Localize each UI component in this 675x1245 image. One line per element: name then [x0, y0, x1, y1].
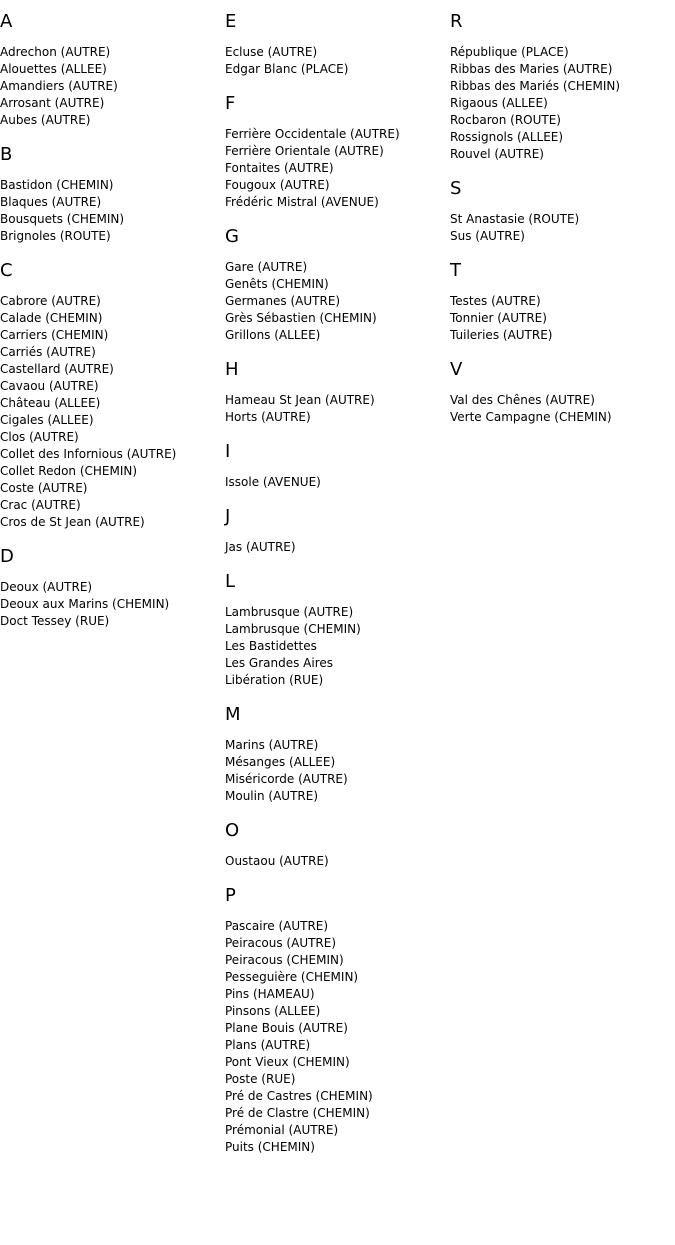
- street-item: Deoux aux Marins (CHEMIN): [0, 597, 170, 611]
- street-item: Grès Sébastien (CHEMIN): [225, 311, 377, 325]
- letter-group: [225, 442, 445, 491]
- street-list: [225, 853, 445, 870]
- letter-heading: A: [0, 11, 13, 32]
- letter-heading: F: [225, 93, 236, 114]
- letter-heading: I: [225, 441, 231, 462]
- street-item: Collet des Infornious (AUTRE): [0, 447, 177, 461]
- street-item: Ferrière Orientale (AUTRE): [225, 144, 384, 158]
- street-list: [0, 579, 220, 630]
- letter-group: [225, 507, 445, 556]
- letter-heading: L: [225, 571, 236, 592]
- letter-group: [0, 12, 220, 129]
- letter-heading: H: [225, 359, 239, 380]
- street-item: Crac (AUTRE): [0, 498, 81, 512]
- street-item: Pont Vieux (CHEMIN): [225, 1055, 350, 1069]
- street-item: Castellard (AUTRE): [0, 362, 114, 376]
- street-item: Verte Campagne (CHEMIN): [450, 410, 612, 424]
- street-item: Peiracous (CHEMIN): [225, 953, 344, 967]
- letter-heading: P: [225, 885, 236, 906]
- street-item: Fougoux (AUTRE): [225, 178, 330, 192]
- letter-group: [225, 360, 445, 426]
- letter-heading: O: [225, 820, 240, 841]
- street-item: Lambrusque (AUTRE): [225, 605, 354, 619]
- street-item: Château (ALLEE): [0, 396, 101, 410]
- street-list: [0, 293, 220, 531]
- street-item: Miséricorde (AUTRE): [225, 772, 348, 786]
- street-list: [450, 44, 670, 163]
- letter-group: [225, 705, 445, 805]
- street-item: Hameau St Jean (AUTRE): [225, 393, 375, 407]
- street-list: [225, 259, 445, 344]
- street-list: [225, 474, 445, 491]
- street-item: Cros de St Jean (AUTRE): [0, 515, 145, 529]
- street-item: Carriers (CHEMIN): [0, 328, 109, 342]
- letter-group: [450, 261, 670, 344]
- street-item: Frédéric Mistral (AVENUE): [225, 195, 379, 209]
- street-list: [0, 44, 220, 129]
- street-item: Peiracous (AUTRE): [225, 936, 337, 950]
- street-item: Edgar Blanc (PLACE): [225, 62, 349, 76]
- street-item: Genêts (CHEMIN): [225, 277, 329, 291]
- letter-group: [225, 886, 445, 1156]
- street-item: Les Bastidettes: [225, 639, 317, 653]
- letter-heading: C: [0, 260, 13, 281]
- street-item: Calade (CHEMIN): [0, 311, 103, 325]
- street-list: [0, 177, 220, 245]
- street-item: Issole (AVENUE): [225, 475, 321, 489]
- street-item: Rouvel (AUTRE): [450, 147, 544, 161]
- street-item: Arrosant (AUTRE): [0, 96, 105, 110]
- street-list: [450, 211, 670, 245]
- letter-group: [450, 179, 670, 245]
- street-item: St Anastasie (ROUTE): [450, 212, 580, 226]
- street-item: Ribbas des Maries (AUTRE): [450, 62, 613, 76]
- street-item: Pinsons (ALLEE): [225, 1004, 321, 1018]
- street-item: Bastidon (CHEMIN): [0, 178, 114, 192]
- letter-group: [225, 12, 445, 78]
- street-item: Clos (AUTRE): [0, 430, 79, 444]
- street-list: [225, 126, 445, 211]
- street-item: Germanes (AUTRE): [225, 294, 341, 308]
- street-item: Gare (AUTRE): [225, 260, 308, 274]
- street-item: Poste (RUE): [225, 1072, 296, 1086]
- street-item: Ribbas des Mariés (CHEMIN): [450, 79, 621, 93]
- letter-heading: B: [0, 144, 13, 165]
- letter-heading: T: [450, 260, 461, 281]
- street-item: Pré de Castres (CHEMIN): [225, 1089, 373, 1103]
- street-item: Pins (HAMEAU): [225, 987, 315, 1001]
- street-item: Oustaou (AUTRE): [225, 854, 329, 868]
- street-item: Blaques (AUTRE): [0, 195, 102, 209]
- street-list: [450, 392, 670, 426]
- street-item: Testes (AUTRE): [450, 294, 541, 308]
- letter-group: [225, 821, 445, 870]
- street-item: Prémonial (AUTRE): [225, 1123, 339, 1137]
- street-item: Cavaou (AUTRE): [0, 379, 99, 393]
- street-item: Amandiers (AUTRE): [0, 79, 118, 93]
- letter-heading: E: [225, 11, 237, 32]
- street-list: [225, 918, 445, 1156]
- letter-group: [450, 12, 670, 163]
- letter-heading: S: [450, 178, 462, 199]
- letter-group: [0, 547, 220, 630]
- letter-group: [225, 94, 445, 211]
- letter-group: [450, 360, 670, 426]
- street-item: Ferrière Occidentale (AUTRE): [225, 127, 400, 141]
- index-column-2: [225, 12, 445, 1172]
- street-item: Grillons (ALLEE): [225, 328, 321, 342]
- street-item: Plane Bouis (AUTRE): [225, 1021, 348, 1035]
- street-item: Plans (AUTRE): [225, 1038, 311, 1052]
- street-item: Rocbaron (ROUTE): [450, 113, 561, 127]
- index-column-3: [450, 12, 670, 442]
- street-list: [450, 293, 670, 344]
- letter-group: [225, 227, 445, 344]
- letter-group: [0, 261, 220, 531]
- letter-heading: V: [450, 359, 463, 380]
- street-item: Deoux (AUTRE): [0, 580, 93, 594]
- index-column-1: [0, 12, 220, 646]
- street-item: Sus (AUTRE): [450, 229, 525, 243]
- letter-group: [0, 145, 220, 245]
- street-item: Adrechon (AUTRE): [0, 45, 111, 59]
- street-list: [225, 539, 445, 556]
- street-list: [225, 737, 445, 805]
- street-item: Marins (AUTRE): [225, 738, 319, 752]
- street-item: Collet Redon (CHEMIN): [0, 464, 138, 478]
- street-item: Coste (AUTRE): [0, 481, 88, 495]
- street-item: Bousquets (CHEMIN): [0, 212, 125, 226]
- street-item: Tuileries (AUTRE): [450, 328, 553, 342]
- street-item: Carriés (AUTRE): [0, 345, 96, 359]
- street-item: Rigaous (ALLEE): [450, 96, 548, 110]
- street-item: Moulin (AUTRE): [225, 789, 318, 803]
- street-item: Rossignols (ALLEE): [450, 130, 564, 144]
- street-item: Horts (AUTRE): [225, 410, 311, 424]
- letter-heading: D: [0, 546, 14, 567]
- street-item: Pesseguière (CHEMIN): [225, 970, 359, 984]
- street-item: Puits (CHEMIN): [225, 1140, 315, 1154]
- street-item: Ecluse (AUTRE): [225, 45, 318, 59]
- street-item: Mésanges (ALLEE): [225, 755, 336, 769]
- street-item: Doct Tessey (RUE): [0, 614, 110, 628]
- street-item: Alouettes (ALLEE): [0, 62, 107, 76]
- street-item: République (PLACE): [450, 45, 569, 59]
- street-list: [225, 392, 445, 426]
- street-item: Cigales (ALLEE): [0, 413, 94, 427]
- street-item: Fontaites (AUTRE): [225, 161, 334, 175]
- street-item: Lambrusque (CHEMIN): [225, 622, 361, 636]
- street-item: Pascaire (AUTRE): [225, 919, 329, 933]
- street-item: Pré de Clastre (CHEMIN): [225, 1106, 370, 1120]
- letter-heading: M: [225, 704, 241, 725]
- street-item: Val des Chênes (AUTRE): [450, 393, 595, 407]
- street-item: Jas (AUTRE): [225, 540, 296, 554]
- street-item: Libération (RUE): [225, 673, 324, 687]
- letter-heading: G: [225, 226, 239, 247]
- street-item: Cabrore (AUTRE): [0, 294, 101, 308]
- street-list: [225, 44, 445, 78]
- street-item: Brignoles (ROUTE): [0, 229, 111, 243]
- letter-group: [225, 572, 445, 689]
- street-item: Tonnier (AUTRE): [450, 311, 547, 325]
- letter-heading: J: [225, 506, 231, 527]
- street-item: Aubes (AUTRE): [0, 113, 91, 127]
- letter-heading: R: [450, 11, 463, 32]
- street-list: [225, 604, 445, 689]
- street-item: Les Grandes Aires: [225, 656, 334, 670]
